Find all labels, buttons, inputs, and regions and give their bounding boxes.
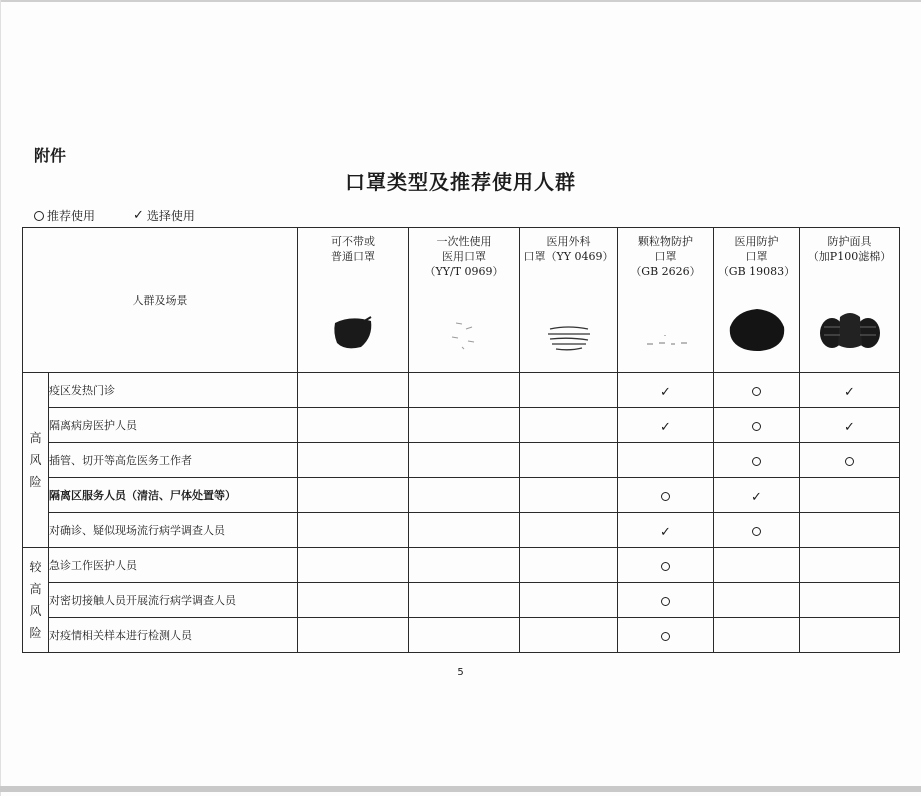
recommendation-cell: [520, 443, 618, 478]
circle-icon: [752, 387, 761, 396]
recommendation-cell: [409, 618, 520, 653]
recommendation-cell: [409, 373, 520, 408]
table-row: [23, 373, 900, 408]
recommendation-cell: [520, 618, 618, 653]
recommendation-cell: [298, 513, 409, 548]
recommendation-cell: [800, 548, 900, 583]
legend-recommended: [34, 207, 95, 224]
recommendation-cell: [618, 373, 714, 408]
column-header-2: [409, 228, 520, 373]
recommendation-cell: [520, 513, 618, 548]
recommendation-cell: [714, 513, 800, 548]
recommendation-cell: [618, 618, 714, 653]
recommendation-cell: [714, 478, 800, 513]
circle-icon: [661, 492, 670, 501]
circle-icon: [34, 211, 44, 221]
bottom-border: [0, 786, 921, 792]
column-header-1: [298, 228, 409, 373]
recommendation-cell: [618, 513, 714, 548]
recommendation-cell: [618, 548, 714, 583]
mask-recommendation-table: [22, 227, 900, 653]
checkmark-icon: ✓: [660, 524, 671, 540]
recommendation-cell: [800, 408, 900, 443]
recommendation-cell: [800, 443, 900, 478]
recommendation-cell: [298, 408, 409, 443]
checkmark-icon: ✓: [844, 419, 855, 435]
corner-header: 人群及场景: [23, 228, 298, 373]
scene-label: 急诊工作医护人员: [49, 548, 298, 583]
risk-group-label: 较 高 风 险: [23, 548, 49, 653]
risk-group-label: 高 风 险: [23, 373, 49, 548]
checkmark-icon: ✓: [660, 419, 671, 435]
column-header-5: [714, 228, 800, 373]
page-number: 5: [457, 667, 464, 678]
top-border: [0, 0, 921, 2]
circle-icon: [661, 597, 670, 606]
recommendation-cell: [298, 583, 409, 618]
scene-label: 疫区发热门诊: [49, 373, 298, 408]
recommendation-cell: [618, 478, 714, 513]
column-header-label: 颗粒物防护 口罩 （GB 2626）: [630, 235, 701, 278]
attachment-label: 附件: [34, 146, 67, 165]
recommendation-cell: [298, 618, 409, 653]
recommendation-cell: [714, 373, 800, 408]
column-header-label: 可不带或 普通口罩: [331, 235, 375, 263]
scene-label: 隔离病房医护人员: [49, 408, 298, 443]
column-header-label: 一次性使用 医用口罩 （YY/T 0969）: [424, 235, 504, 278]
table-row: [23, 478, 900, 513]
table-row: [23, 548, 900, 583]
medical-protective-mask-icon: [714, 307, 799, 353]
recommendation-cell: [618, 443, 714, 478]
recommendation-cell: [714, 618, 800, 653]
table-row: [23, 618, 900, 653]
legend-recommended-label: 推荐使用: [47, 209, 96, 223]
recommendation-cell: [298, 548, 409, 583]
circle-icon: [661, 632, 670, 641]
table-header-row: [23, 228, 900, 373]
scene-label: 对密切接触人员开展流行病学调查人员: [49, 583, 298, 618]
circle-icon: [752, 527, 761, 536]
scene-label: 隔离区服务人员（清洁、尸体处置等）: [49, 478, 298, 513]
recommendation-cell: [618, 583, 714, 618]
checkmark-icon: ✓: [133, 208, 144, 223]
recommendation-cell: [520, 478, 618, 513]
disposable-mask-icon: [409, 313, 519, 353]
recommendation-cell: [618, 408, 714, 443]
recommendation-cell: [298, 373, 409, 408]
table-row: [23, 408, 900, 443]
table-row: [23, 513, 900, 548]
table-body: [23, 373, 900, 653]
recommendation-cell: [298, 478, 409, 513]
recommendation-cell: [409, 408, 520, 443]
scene-label: 对确诊、疑似现场流行病学调查人员: [49, 513, 298, 548]
recommendation-cell: [714, 548, 800, 583]
recommendation-cell: [409, 478, 520, 513]
recommendation-cell: [520, 408, 618, 443]
column-header-3: [520, 228, 618, 373]
particulate-mask-icon: [618, 333, 713, 353]
recommendation-cell: [714, 443, 800, 478]
cloth-mask-icon: [298, 313, 408, 353]
scene-label: 插管、切开等高危医务工作者: [49, 443, 298, 478]
recommendation-cell: [800, 373, 900, 408]
recommendation-cell: [800, 513, 900, 548]
recommendation-cell: [409, 443, 520, 478]
checkmark-icon: ✓: [844, 384, 855, 400]
column-header-label: 防护面具 （加P100滤棉）: [807, 235, 892, 263]
recommendation-cell: [409, 583, 520, 618]
circle-icon: [845, 457, 854, 466]
circle-icon: [752, 457, 761, 466]
recommendation-cell: [520, 373, 618, 408]
column-header-label: 医用外科 口罩（YY 0469）: [523, 235, 614, 263]
column-header-6: [800, 228, 900, 373]
recommendation-cell: [714, 583, 800, 618]
recommendation-cell: [520, 548, 618, 583]
legend-optional-label: 选择使用: [146, 209, 195, 223]
column-header-label: 医用防护 口罩 （GB 19083）: [717, 235, 796, 278]
scene-label: 对疫情相关样本进行检测人员: [49, 618, 298, 653]
recommendation-cell: [409, 548, 520, 583]
surgical-mask-icon: [520, 323, 617, 353]
legend-optional: [133, 207, 195, 224]
column-header-4: [618, 228, 714, 373]
respirator-mask-icon: [800, 307, 899, 353]
checkmark-icon: ✓: [751, 489, 762, 505]
recommendation-cell: [800, 618, 900, 653]
page-title: 口罩类型及推荐使用人群: [345, 170, 576, 194]
recommendation-cell: [409, 513, 520, 548]
recommendation-cell: [800, 583, 900, 618]
recommendation-cell: [714, 408, 800, 443]
circle-icon: [661, 562, 670, 571]
legend: [34, 207, 195, 224]
table-row: [23, 443, 900, 478]
recommendation-cell: [800, 478, 900, 513]
recommendation-cell: [520, 583, 618, 618]
circle-icon: [752, 422, 761, 431]
table-row: [23, 583, 900, 618]
recommendation-cell: [298, 443, 409, 478]
checkmark-icon: ✓: [660, 384, 671, 400]
